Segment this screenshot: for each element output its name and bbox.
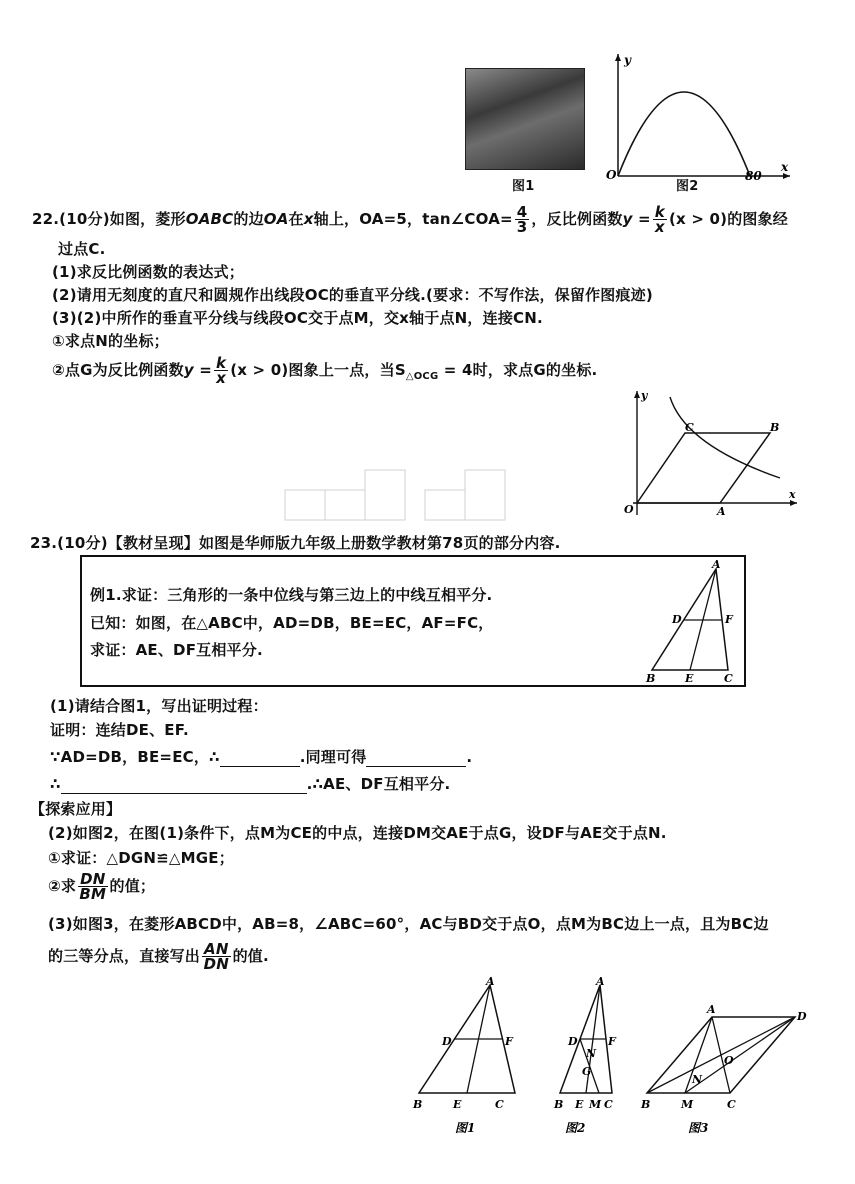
q23-explore-heading: 【探索应用】 bbox=[30, 800, 122, 818]
textbook-example-box bbox=[80, 555, 746, 687]
svg-text:D: D bbox=[797, 1010, 807, 1023]
svg-text:A: A bbox=[712, 559, 721, 571]
svg-text:B: B bbox=[770, 421, 780, 434]
q23-part2-2: ②求 $\frac{DN}{BM}$ 的值； bbox=[48, 870, 156, 903]
tan-fraction: $\frac{4}{3}$ bbox=[516, 203, 528, 236]
q22-part3-2: ②点G为反比例函数y = $\frac{k}{x}$ (x > 0)图象上一点，当$S_{\triangle OCG} = 4$时，求点G的坐标. bbox=[52, 354, 598, 387]
bottom-fig1-caption: 图1 bbox=[455, 1121, 476, 1135]
svg-text:O: O bbox=[724, 1054, 734, 1067]
q23-part3: (3)如图3，在菱形ABCD中，AB=8，∠ABC=60°，AC与BD交于点O，点M为BC边上一点，且为BC边 bbox=[48, 915, 769, 933]
svg-text:M: M bbox=[589, 1098, 602, 1111]
q23-part2-1: ①求证：△DGN≌△MGE； bbox=[48, 849, 234, 867]
svg-text:A: A bbox=[596, 975, 605, 988]
figure-1-triangle bbox=[412, 975, 515, 1111]
svg-text:B: B bbox=[554, 1098, 564, 1111]
q23-proof-start: 证明：连结DE、EF. bbox=[50, 721, 189, 739]
svg-text:D: D bbox=[568, 1035, 578, 1048]
box-triangle-figure bbox=[638, 559, 743, 684]
bleed-cubes-figure bbox=[275, 460, 535, 530]
q22-part1: (1)求反比例函数的表达式； bbox=[52, 263, 244, 281]
q23-title: 23.(10分)【教材呈现】如图是华师版九年级上册数学教材第78页的部分内容. bbox=[30, 534, 561, 552]
svg-text:O: O bbox=[624, 503, 634, 516]
bottom-figures bbox=[405, 975, 825, 1140]
q22-part3-1: ①求点N的坐标； bbox=[52, 332, 169, 350]
q23-proof-line1: ∵AD=DB，BE=EC，∴ .同理可得 . bbox=[50, 748, 473, 766]
fig1-caption: 图1 bbox=[512, 179, 535, 194]
axis-x-label: x bbox=[781, 160, 789, 174]
svg-text:G: G bbox=[582, 1065, 592, 1078]
svg-text:D: D bbox=[672, 613, 682, 626]
bottom-fig3-caption: 图3 bbox=[688, 1121, 709, 1135]
q22-part3: (3)(2)中所作的垂直平分线与线段OC交于点M，交x轴于点N，连接CN. bbox=[52, 309, 543, 327]
svg-text:M: M bbox=[681, 1098, 694, 1111]
axis-y-label: y bbox=[624, 53, 631, 67]
box-line3: 求证：AE、DF互相平分. bbox=[90, 641, 263, 659]
svg-text:B: B bbox=[413, 1098, 423, 1111]
svg-text:C: C bbox=[604, 1098, 613, 1111]
svg-text:A: A bbox=[717, 505, 726, 518]
parabola-figure bbox=[600, 48, 800, 183]
figure-2-triangle bbox=[553, 975, 617, 1111]
k-over-x-fraction: $\frac{k}{x}$ bbox=[654, 203, 665, 236]
svg-text:F: F bbox=[505, 1035, 513, 1048]
box-line2: 已知：如图，在△ABC中，AD=DB，BE=EC，AF=FC， bbox=[90, 614, 494, 632]
q23-part3-b: 的三等分点，直接写出 $\frac{AN}{DN}$ 的值. bbox=[48, 940, 269, 973]
q23-part1: (1)请结合图1，写出证明过程： bbox=[50, 697, 268, 715]
x-tick-80: 80 bbox=[745, 169, 762, 183]
proof-blank-1[interactable] bbox=[220, 748, 300, 767]
svg-text:B: B bbox=[646, 672, 656, 684]
proof-blank-3[interactable] bbox=[61, 775, 307, 794]
svg-text:E: E bbox=[453, 1098, 462, 1111]
svg-text:C: C bbox=[727, 1098, 736, 1111]
svg-text:N: N bbox=[692, 1073, 703, 1086]
rhombus-hyperbola-figure bbox=[615, 385, 805, 520]
photo-figure bbox=[465, 68, 585, 170]
fig2-caption: 图2 bbox=[676, 179, 699, 194]
svg-text:N: N bbox=[586, 1047, 597, 1060]
origin-label: O bbox=[606, 168, 617, 182]
svg-text:y: y bbox=[641, 389, 648, 402]
q23-proof-line2: ∴ .∴AE、DF互相平分. bbox=[50, 775, 451, 793]
proof-blank-2[interactable] bbox=[366, 748, 466, 767]
svg-text:C: C bbox=[685, 421, 694, 434]
q22-part2: (2)请用无刻度的直尺和圆规作出线段OC的垂直平分线.(要求：不写作法，保留作图痕迹) bbox=[52, 286, 653, 304]
box-line1: 例1.求证：三角形的一条中位线与第三边上的中线互相平分. bbox=[90, 586, 493, 604]
q23-part2: (2)如图2，在图(1)条件下，点M为CE的中点，连接DM交AE于点G，设DF与AE交于点N. bbox=[48, 824, 667, 842]
q22-line1: 22.(10分)如图，菱形OABC的边OA在x轴上，OA=5，tan∠COA= $\frac{4}{3}$ ，反比例函数y = $\frac{k}{x}$ (x > 0)的图象经 bbox=[32, 203, 789, 236]
svg-text:E: E bbox=[685, 672, 694, 684]
svg-text:F: F bbox=[608, 1035, 616, 1048]
svg-text:C: C bbox=[495, 1098, 504, 1111]
svg-text:x: x bbox=[789, 488, 796, 501]
bottom-fig2-caption: 图2 bbox=[565, 1121, 586, 1135]
svg-text:A: A bbox=[486, 975, 495, 988]
svg-text:B: B bbox=[641, 1098, 651, 1111]
figure-3-rhombus bbox=[640, 1003, 807, 1111]
svg-text:F: F bbox=[725, 613, 733, 626]
svg-text:E: E bbox=[575, 1098, 584, 1111]
q22-line2: 过点C. bbox=[58, 240, 106, 258]
svg-text:D: D bbox=[442, 1035, 452, 1048]
svg-text:A: A bbox=[707, 1003, 716, 1016]
svg-text:C: C bbox=[724, 672, 733, 684]
